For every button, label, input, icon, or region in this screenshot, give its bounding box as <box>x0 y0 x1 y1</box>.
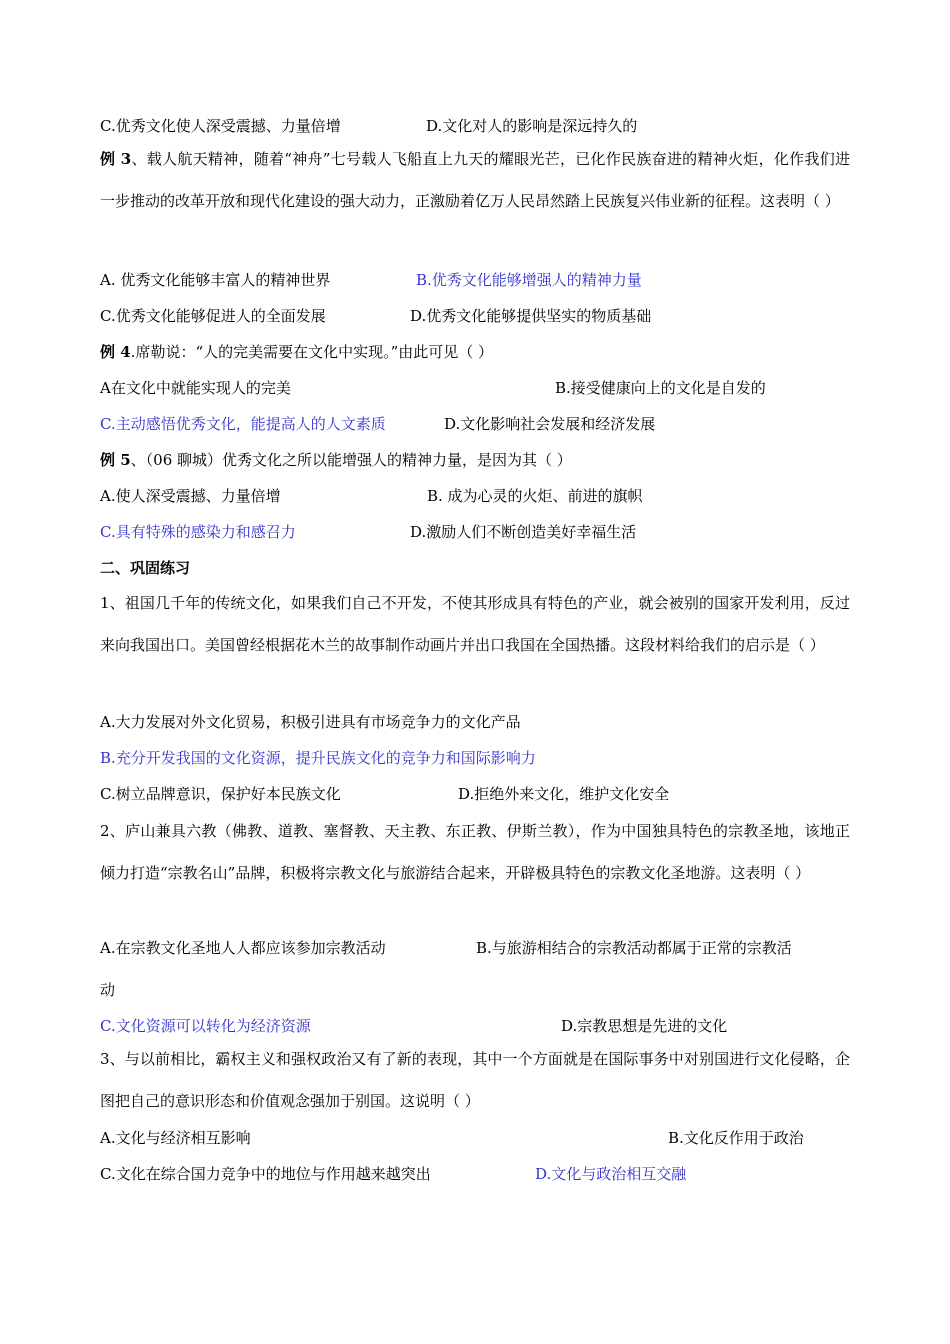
example-5-option-b: B. 成为心灵的火炬、前进的旗帜 <box>427 487 643 505</box>
example-5-text: 、（06 聊城）优秀文化之所以能增强人的精神力量，是因为其（ ） <box>130 451 572 469</box>
example-4-option-c-answer: C.主动感悟优秀文化，能提高人的人文素质 <box>100 415 386 433</box>
top-option-d: D.文化对人的影响是深远持久的 <box>426 117 638 135</box>
question-2-text: 2、庐山兼具六教（佛教、道教、塞督教、天主教、东正教、伊斯兰教），作为中国独具特色的宗教圣地，该地正倾力打造“宗教名山”品牌，积极将宗教文化与旅游结合起来，开辟极具特色的宗教文化圣地游。这表明（ ） <box>100 822 850 882</box>
example-4-option-a: A在文化中就能实现人的完美 <box>100 379 291 397</box>
question-1-option-b-answer: B.充分开发我国的文化资源，提升民族文化的竞争力和国际影响力 <box>100 749 536 767</box>
example-5-label: 例 5 <box>100 451 131 469</box>
question-3-option-d-answer: D.文化与政治相互交融 <box>535 1165 687 1183</box>
question-1-option-a: A.大力发展对外文化贸易，积极引进具有市场竞争力的文化产品 <box>100 713 521 731</box>
example-3-option-c: C.优秀文化能够促进人的全面发展 <box>100 307 326 325</box>
example-3-label: 例 3 <box>100 150 132 168</box>
question-2-option-a: A.在宗教文化圣地人人都应该参加宗教活动 <box>100 939 386 957</box>
question-1-option-d: D.拒绝外来文化，维护文化安全 <box>458 785 670 803</box>
question-3-option-b: B.文化反作用于政治 <box>668 1129 804 1147</box>
example-5-question <box>100 450 572 470</box>
example-3-option-a: A. 优秀文化能够丰富人的精神世界 <box>100 271 331 289</box>
question-2-option-b-continued: 动 <box>100 981 116 999</box>
question-2-option-c-answer: C.文化资源可以转化为经济资源 <box>100 1017 311 1035</box>
example-4-option-b: B.接受健康向上的文化是自发的 <box>555 379 766 397</box>
example-3-option-d: D.优秀文化能够提供坚实的物质基础 <box>410 307 652 325</box>
example-5-option-c-answer: C.具有特殊的感染力和感召力 <box>100 523 296 541</box>
example-4-option-d: D.文化影响社会发展和经济发展 <box>444 415 656 433</box>
example-3-question <box>100 138 850 222</box>
question-1-text: 1、祖国几千年的传统文化，如果我们自己不开发，不使其形成具有特色的产业，就会被别的国家开发利用，反过来向我国出口。美国曾经根据花木兰的故事制作动画片并出口我国在全国热播。这段材料给我们的启示是（ ） <box>100 594 850 654</box>
top-option-c: C.优秀文化使人深受震撼、力量倍增 <box>100 117 341 135</box>
example-4-label: 例 4 <box>100 343 131 361</box>
example-5-option-a: A.使人深受震撼、力量倍增 <box>100 487 281 505</box>
example-3-option-b-answer: B.优秀文化能够增强人的精神力量 <box>416 271 642 289</box>
question-1-option-c: C.树立品牌意识，保护好本民族文化 <box>100 785 341 803</box>
question-2-option-b: B.与旅游相结合的宗教活动都属于正常的宗教活 <box>476 939 792 957</box>
question-2-option-d: D.宗教思想是先进的文化 <box>561 1017 728 1035</box>
question-3-option-c: C.文化在综合国力竞争中的地位与作用越来越突出 <box>100 1165 431 1183</box>
section-heading: 二、巩固练习 <box>100 559 191 577</box>
example-3-text: 、载人航天精神，随着“神舟”七号载人飞船直上九天的耀眼光芒，已化作民族奋进的精神火炬，化作我们进一步推动的改革开放和现代化建设的强大动力，正激励着亿万人民昂然踏上民族复兴伟业新的征程。这表明（ ） <box>100 150 850 210</box>
question-3-option-a: A.文化与经济相互影响 <box>100 1129 251 1147</box>
example-4-question <box>100 342 493 362</box>
example-5-option-d: D.激励人们不断创造美好幸福生活 <box>410 523 637 541</box>
example-4-text: .席勒说：“人的完美需要在文化中实现。”由此可见（ ） <box>130 343 494 361</box>
question-3-text: 3、与以前相比，霸权主义和强权政治又有了新的表现，其中一个方面就是在国际事务中对别国进行文化侵略，企图把自己的意识形态和价值观念强加于别国。这说明（ ） <box>100 1050 850 1110</box>
